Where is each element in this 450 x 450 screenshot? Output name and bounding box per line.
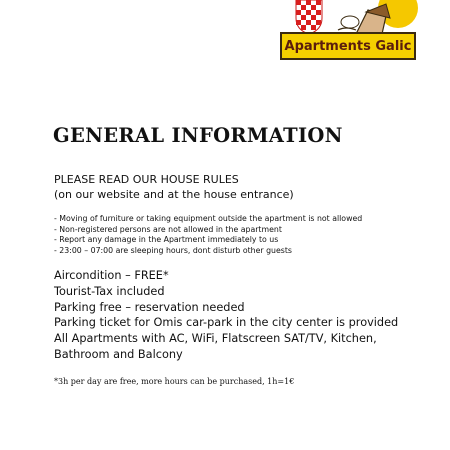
list-item: Tourist-Tax included	[54, 284, 165, 298]
list-item: All Apartments with AC, WiFi, Flatscreen SAT/TV, Kitchen,	[54, 332, 377, 346]
page-title: GENERAL INFORMATION	[53, 124, 343, 147]
logo-title: Apartments Galic	[284, 38, 412, 54]
house-rules-title	[54, 172, 294, 202]
list-item: Parking ticket for Omis car-park in the city center is provided	[54, 316, 399, 330]
list-item: - Non-registered persons are not allowed in the apartment	[54, 224, 282, 234]
list-item: - 23:00 – 07:00 are sleeping hours, dont disturb other guests	[54, 245, 292, 255]
list-item: Aircondition – FREE*	[54, 269, 169, 282]
logo-emblem-icon	[286, 0, 418, 34]
apartments-galic-logo	[280, 0, 418, 62]
logo-badge	[280, 32, 416, 60]
checkerboard-shield-icon	[296, 0, 322, 34]
list-item: - Report any damage in the Apartment immediately to us	[54, 235, 279, 245]
list-item: - Moving of furniture or taking equipment outside the apartment is not allowed	[54, 214, 363, 223]
amenities-list	[54, 268, 398, 363]
house-rules-list	[54, 214, 362, 256]
footnote: *3h per day are free, more hours can be purchased, 1h=1€	[54, 377, 295, 386]
house-rules-subtitle-line: (on our website and at the house entrance)	[54, 188, 294, 201]
list-item: Parking free – reservation needed	[54, 300, 245, 314]
sun-house-icon	[338, 0, 418, 34]
list-item: Bathroom and Balcony	[54, 347, 183, 361]
house-rules-title-line: PLEASE READ OUR HOUSE RULES	[54, 173, 239, 186]
